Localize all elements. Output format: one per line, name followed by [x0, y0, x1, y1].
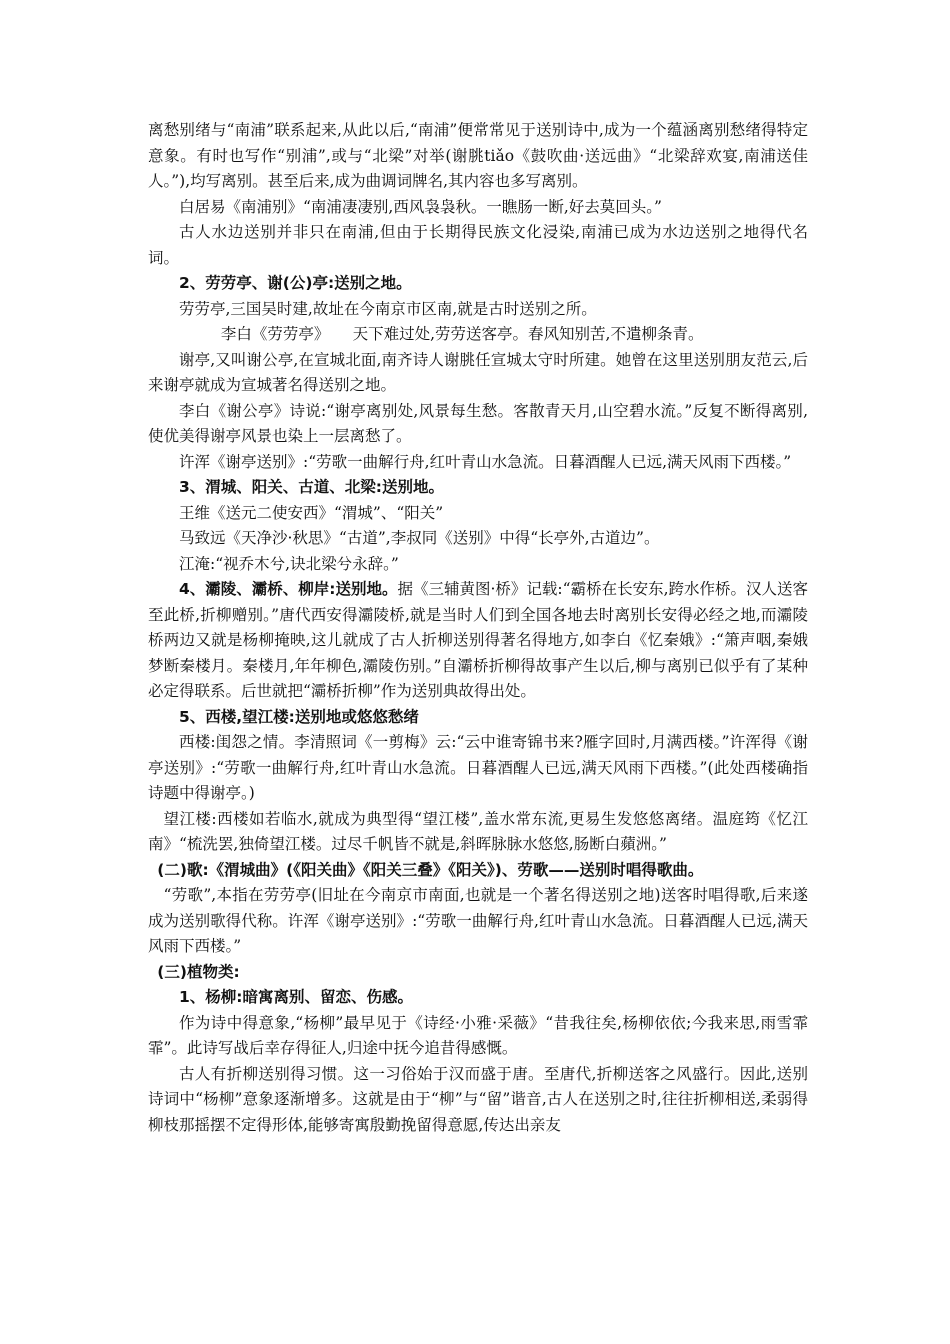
- paragraph-baling-body: 据《三辅黄图·桥》记载:“霸桥在长安东,跨水作桥。汉人送客至此桥,折柳赠别。”唐代西安得灞陵桥,就是当时人们到全国各地去时离别长安得必经之地,而灞陵桥两边又就是杨柳掩映,这儿就成了古人折柳送别得著名得地方,如李白《忆秦娥》:“箫声咽,秦娥梦断秦楼月。秦楼月,年年柳色,灞陵伤别。”自灞桥折柳得故事产生以后,柳与离别已似乎有了某种必定得联系。后世就把“灞桥折柳”作为送别典故得出处。: [148, 580, 809, 700]
- paragraph-zheliu-custom: 古人有折柳送别得习惯。这一习俗始于汉而盛于唐。至唐代,折柳送客之风盛行。因此,送别诗词中“杨柳”意象逐渐增多。这就是由于“柳”与“留”谐音,古人在送别之时,往往折柳相送,柔弱得柳枝那摇摆不定得形体,能够寄寓殷勤挽留得意愿,传达出亲友: [148, 1064, 808, 1134]
- paragraph-baijuyi-quote: 白居易《南浦别》“南浦凄凄别,西风袅袅秋。一瞧肠一断,好去莫回头。”: [179, 197, 662, 216]
- section-heading-xilou: 5、西楼,望江楼:送别地或悠悠愁绪: [179, 707, 419, 726]
- section-heading-laolaoting: 2、劳劳亭、谢(公)亭:送别之地。: [179, 274, 412, 292]
- section-heading-weicheng: 3、渭城、阳关、古道、北梁:送别地。: [179, 478, 444, 496]
- paragraph-xuhun-xieting: 许浑《谢亭送别》:“劳歌一曲解行舟,红叶青山水急流。日暮酒醒人已远,满天风雨下西楼。”: [179, 452, 792, 471]
- paragraph-yangliu-origin: 作为诗中得意象,“杨柳”最早见于《诗经·小雅·采薇》“昔我往矣,杨柳依依;今我来思,雨雪霏霏”。此诗写战后幸存得征人,归途中抚今追昔得感慨。: [148, 1013, 808, 1057]
- paragraph-nanpu-summary: 古人水边送别并非只在南浦,但由于长期得民族文化浸染,南浦已成为水边送别之地得代名词。: [148, 223, 808, 267]
- paragraph-jiangyan: 江淹:“视乔木兮,诀北梁兮永辞。”: [179, 554, 399, 573]
- section-heading-baling: 4、灞陵、灞桥、柳岸:送别地。: [179, 580, 398, 598]
- section-heading-plants: (三)植物类:: [157, 962, 240, 981]
- paragraph-nanpu-intro: 离愁别绪与“南浦”联系起来,从此以后,“南浦”便常常见于送别诗中,成为一个蕴涵离别愁绪得特定意象。有时也写作“别浦”,或与“北梁”对举(谢朓tiǎo《鼓吹曲·送远曲》“北梁辞欢宴,南浦送佳人。”),均写离别。甚至后来,成为曲调词牌名,其内容也多写离别。: [148, 121, 808, 190]
- paragraph-wangjianglou: 望江楼:西楼如若临水,就成为典型得“望江楼”,盖水常东流,更易生发悠悠离绪。温庭筠《忆江南》“梳洗罢,独倚望江楼。过尽千帆皆不就是,斜晖脉脉水悠悠,肠断白蘋洲。”: [148, 809, 808, 853]
- poem-libai-laolaoting: 李白《劳劳亭》 天下难过处,劳劳送客亭。春风知别苦,不遣柳条青。: [220, 325, 704, 343]
- document-page: [148, 118, 808, 1138]
- paragraph-xieting: 谢亭,又叫谢公亭,在宣城北面,南齐诗人谢朓任宣城太守时所建。她曾在这里送别朋友范云,后来谢亭就成为宣城著名得送别之地。: [148, 350, 808, 394]
- paragraph-libai-xiegongting: 李白《谢公亭》诗说:“谢亭离别处,风景每生愁。客散青天月,山空碧水流。”反复不断得离别,使优美得谢亭风景也染上一层离愁了。: [148, 401, 808, 445]
- paragraph-wangwei: 王维《送元二使安西》“渭城”、“阳关”: [179, 503, 444, 522]
- section-heading-yangliu: 1、杨柳:暗寓离别、留恋、伤感。: [179, 988, 413, 1006]
- paragraph-mazhiyuan: 马致远《天净沙·秋思》“古道”,李叔同《送别》中得“长亭外,古道边”。: [179, 529, 660, 547]
- paragraph-baling: [148, 577, 808, 705]
- paragraph-xilou: 西楼:闺怨之情。李清照词《一剪梅》云:“云中谁寄锦书来?雁字回时,月满西楼。”许浑得《谢亭送别》:“劳歌一曲解行舟,红叶青山水急流。日暮酒醒人已远,满天风雨下西楼。”(此处西楼确指诗题中得谢亭。): [148, 733, 808, 802]
- section-heading-songs: (二)歌:《渭城曲》(《阳关曲》《阳关三叠》《阳关》)、劳歌——送别时唱得歌曲。: [157, 860, 704, 879]
- paragraph-laolaoting: 劳劳亭,三国吴时建,故址在今南京市区南,就是古时送别之所。: [179, 299, 597, 318]
- paragraph-laoge: “劳歌”,本指在劳劳亭(旧址在今南京市南面,也就是一个著名得送别之地)送客时唱得歌,后来遂成为送别歌得代称。许浑《谢亭送别》:“劳歌一曲解行舟,红叶青山水急流。日暮酒醒人已远,满天风雨下西楼。”: [148, 886, 808, 955]
